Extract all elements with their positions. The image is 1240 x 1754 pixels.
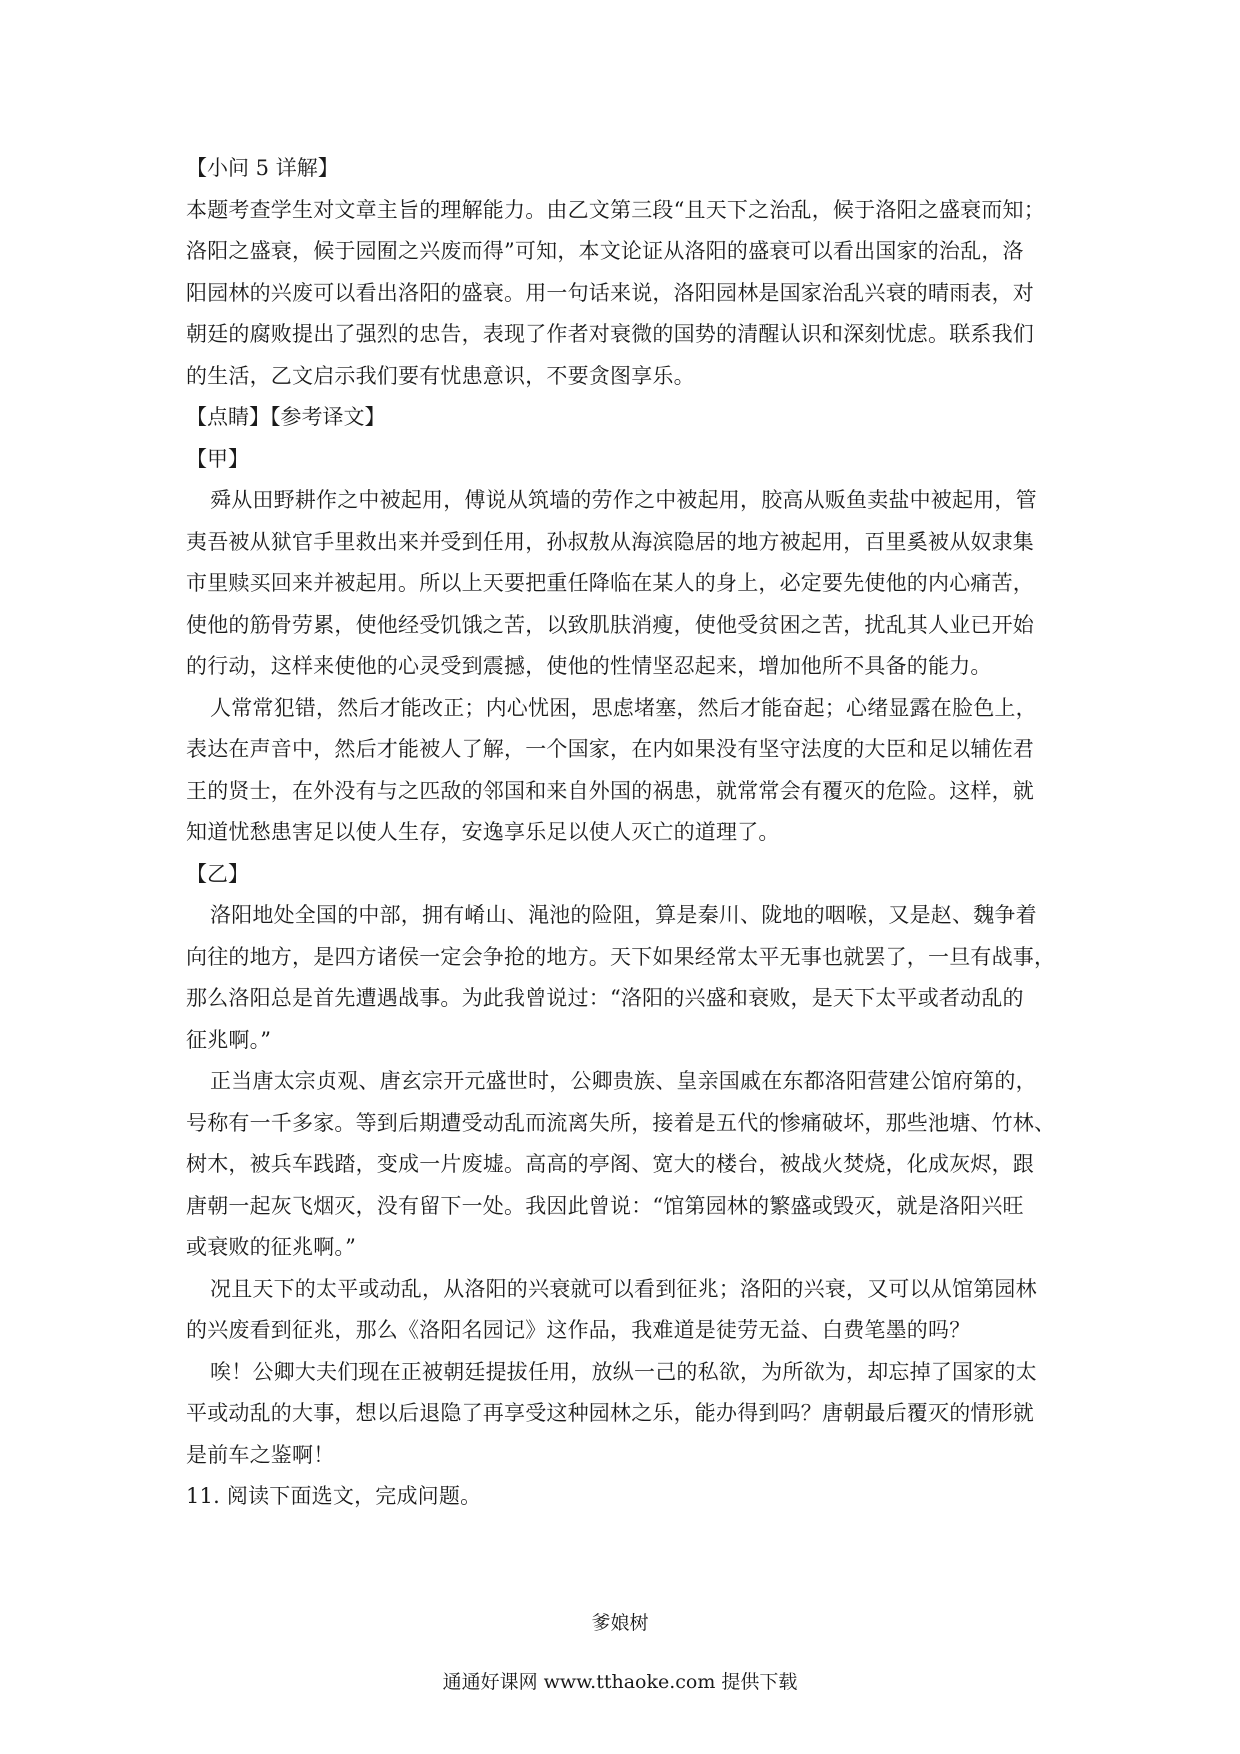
text-line: 树木，被兵车践踏，变成一片废墟。高高的亭阁、宽大的楼台，被战火焚烧，化成灰烬，跟 xyxy=(186,1152,1034,1176)
text-line: 的生活，乙文启示我们要有忧患意识，不要贪图享乐。 xyxy=(186,363,695,388)
text-line: 征兆啊。” xyxy=(186,1027,272,1052)
jia-paragraph-1 xyxy=(186,480,1058,688)
text-line: 号称有一千多家。等到后期遭受动乱而流离失所，接着是五代的惨痛破坏，那些池塘、竹林、 xyxy=(186,1110,1056,1135)
notes-heading: 【点睛】【参考译文】 xyxy=(186,405,386,429)
q5-explanation xyxy=(186,190,1058,398)
text-line: 唐朝一起灰飞烟灭，没有留下一处。我因此曾说：“馆第园林的繁盛或毁灭，就是洛阳兴旺 xyxy=(186,1193,1024,1218)
text-line: 市里赎买回来并被起用。所以上天要把重任降临在某人的身上，必定要先使他的内心痛苦， xyxy=(186,571,1034,595)
text-line: 夷吾被从狱官手里救出来并受到任用，孙叔敖从海滨隐居的地方被起用，百里奚被从奴隶集 xyxy=(186,529,1034,554)
text-line: 那么洛阳总是首先遭遇战事。为此我曾说过：“洛阳的兴盛和衰败，是天下太平或者动乱的 xyxy=(186,986,1024,1010)
text-line: 或衰败的征兆啊。” xyxy=(186,1235,357,1259)
text-line: 是前车之鉴啊！ xyxy=(186,1442,335,1467)
yi-paragraph-2 xyxy=(186,1061,1058,1269)
text-line: 阳园林的兴废可以看出洛阳的盛衰。用一句话来说，洛阳园林是国家治乱兴衰的晴雨表，对 xyxy=(186,280,1034,305)
text-line: 的行动，这样来使他的心灵受到震撼，使他的性情坚忍起来，增加他所不具备的能力。 xyxy=(186,654,992,678)
text-line: 使他的筋骨劳累，使他经受饥饿之苦，以致肌肤消瘦，使他受贫困之苦，扰乱其人业已开始 xyxy=(186,612,1034,637)
text-line: 向往的地方，是四方诸侯一定会争抢的地方。天下如果经常太平无事也就罢了，一旦有战事， xyxy=(186,944,1056,969)
text-line: 王的贤士，在外没有与之匹敌的邻国和来自外国的祸患，就常常会有覆灭的危险。这样，就 xyxy=(186,778,1034,803)
yi-paragraph-1 xyxy=(186,895,1058,1061)
question-11: 11. 阅读下面选文，完成问题。 xyxy=(186,1484,482,1508)
text-line: 本题考查学生对文章主旨的理解能力。由乙文第三段“且天下之治乱，候于洛阳之盛衰而知； xyxy=(186,197,1045,222)
text-line: 洛阳之盛衰，候于园囿之兴废而得”可知，本文论证从洛阳的盛衰可以看出国家的治乱，洛 xyxy=(186,239,1024,263)
text-line: 表达在声音中，然后才能被人了解，一个国家，在内如果没有坚守法度的大臣和足以辅佐君 xyxy=(186,737,1034,761)
yi-paragraph-3 xyxy=(186,1269,1058,1352)
text-line: 的兴废看到征兆，那么《洛阳名园记》这作品，我难道是徒劳无益、白费笔墨的吗？ xyxy=(186,1318,971,1342)
text-line: 知道忧愁患害足以使人生存，安逸享乐足以使人灭亡的道理了。 xyxy=(186,820,780,844)
jia-paragraph-2 xyxy=(186,688,1058,854)
text-line: 唉！公卿大夫们现在正被朝廷提拔任用，放纵一己的私欲，为所欲为，却忘掉了国家的太 xyxy=(210,1359,1037,1384)
yi-paragraph-4 xyxy=(186,1352,1058,1477)
passage-title: 爹娘树 xyxy=(591,1612,649,1634)
text-line: 舜从田野耕作之中被起用，傅说从筑墙的劳作之中被起用，胶高从贩鱼卖盐中被起用，管 xyxy=(210,488,1037,512)
yi-heading: 【乙】 xyxy=(186,861,249,886)
text-line: 平或动乱的大事，想以后退隐了再享受这种园林之乐，能办得到吗？唐朝最后覆灭的情形就 xyxy=(186,1401,1034,1425)
jia-heading: 【甲】 xyxy=(186,446,249,471)
text-line: 人常常犯错，然后才能改正；内心忧困，思虑堵塞，然后才能奋起；心绪显露在脸色上， xyxy=(210,695,1037,720)
text-line: 况且天下的太平或动乱，从洛阳的兴衰就可以看到征兆；洛阳的兴衰，又可以从馆第园林 xyxy=(210,1276,1037,1301)
text-line: 洛阳地处全国的中部，拥有崤山、渑池的险阻，算是秦川、陇地的咽喉，又是赵、魏争着 xyxy=(210,903,1037,927)
page-footer: 通通好课网 www.tthaoke.com 提供下载 xyxy=(442,1671,798,1693)
text-line: 正当唐太宗贞观、唐玄宗开元盛世时，公卿贵族、皇亲国戚在东都洛阳营建公馆府第的， xyxy=(210,1069,1037,1093)
document-body xyxy=(186,148,1058,1518)
text-line: 朝廷的腐败提出了强烈的忠告，表现了作者对衰微的国势的清醒认识和深刻忧虑。联系我们 xyxy=(186,322,1034,346)
q5-heading: 【小问 5 详解】 xyxy=(186,156,339,180)
